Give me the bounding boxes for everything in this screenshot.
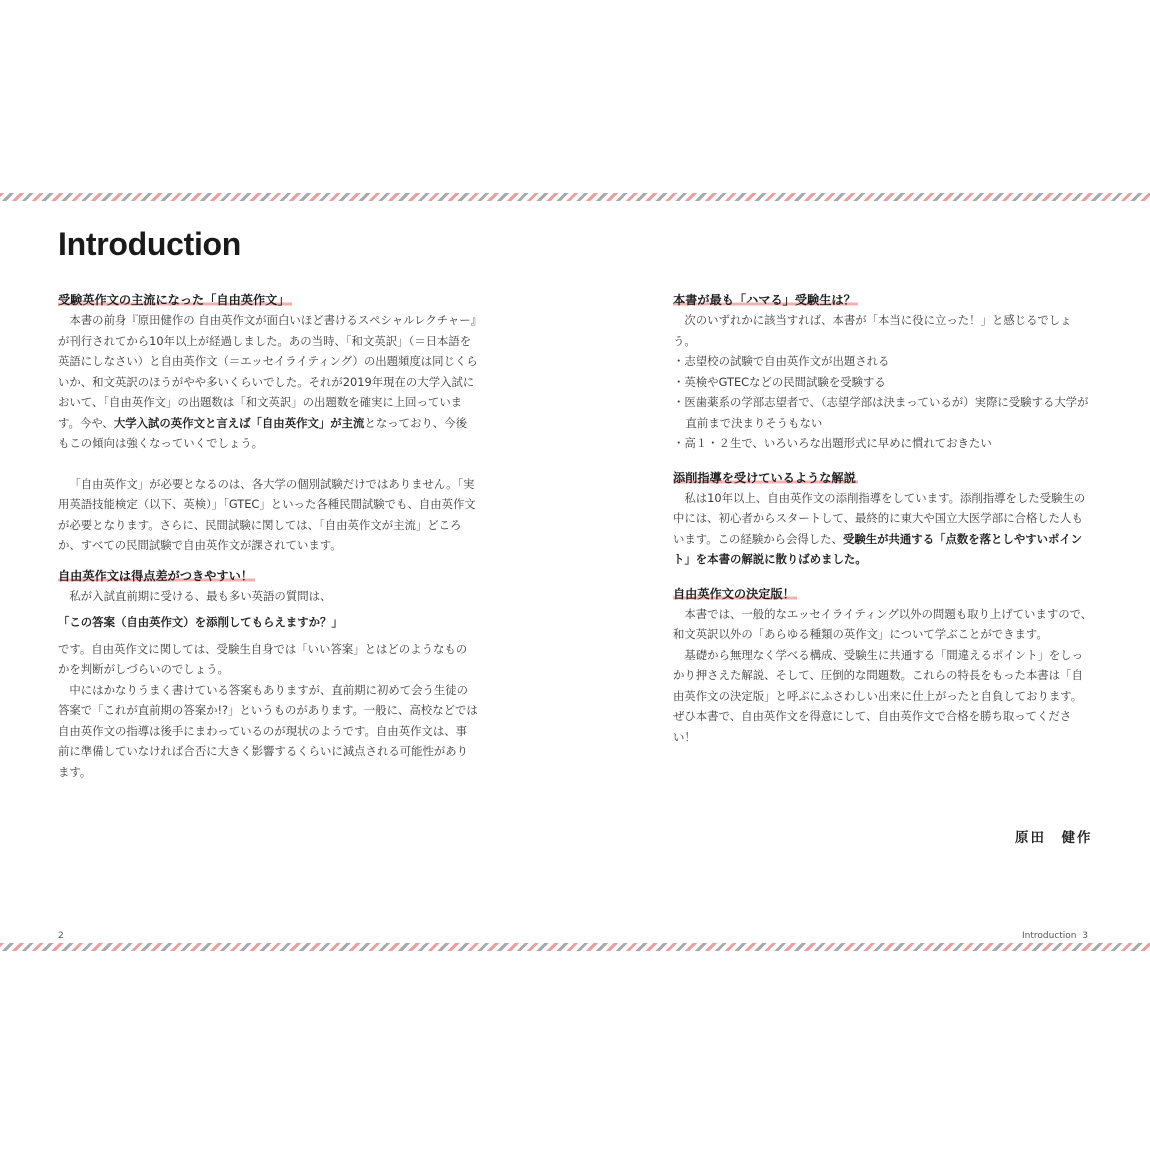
author-signature: 原田 健作 xyxy=(1015,830,1093,846)
section-heading xyxy=(673,468,1093,488)
page-number-right: 3 xyxy=(1082,931,1088,941)
page-title: Introduction xyxy=(58,226,242,262)
section-heading-text: 自由英作文は得点差がつきやすい！ xyxy=(58,568,253,583)
paragraph-text: 私は10年以上、自由英作文の添削指導をしています。添削指導をした受験生の中には、初心者からスタートして、最終的に東大や国立大医学部に合格した人もいます。この経験から会得した、 xyxy=(673,490,1086,546)
paragraph: 次のいずれかに該当すれば、本書が「本当に役に立った！」と感じるでしょう。 xyxy=(673,313,1072,348)
left-column xyxy=(58,290,478,782)
paragraph: 基礎から無理なく学べる構成、受験生に共通する「間違えるポイント」をしっかり押さえた解説、そして、圧倒的な問題数。これらの特長をもった本書は「自由英作文の決定版」と呼ぶにふさわしい出来に仕上がったと自負しております。ぜひ本書で、自由英作文を得意にして、自由英作文で合格を勝ち取ってください！ xyxy=(673,647,1084,744)
list-item: ・高１・２生で、いろいろな出題形式に早めに慣れておきたい xyxy=(673,436,992,450)
quoted-question: 「この答案（自由英作文）を添削してもらえますか？」 xyxy=(58,615,343,629)
section-heading xyxy=(58,566,478,586)
section-heading xyxy=(673,584,1093,604)
section-heading-text: 受験英作文の主流になった「自由英作文」 xyxy=(58,293,290,307)
right-column xyxy=(673,290,1093,747)
page-number-left: 2 xyxy=(58,931,64,941)
paragraph: です。自由英作文に関しては、受験生自身では「いい答案」とはどのようなものかを判断がしづらいのでしょう。 xyxy=(58,641,468,676)
section-heading-text: 添削指導を受けているような解説 xyxy=(673,470,856,485)
paragraph: 私が入試直前期に受ける、最も多い英語の質問は、 xyxy=(69,588,332,603)
section-heading-text: 本書が最も「ハマる」受験生は？ xyxy=(673,293,856,307)
paragraph xyxy=(673,488,1093,570)
paragraph: 本書では、一般的なエッセイライティング以外の問題も取り上げていますので、和文英訳以外の「あらゆる種類の英作文」について学ぶことができます。 xyxy=(673,606,1093,641)
running-footer-right xyxy=(1022,931,1088,941)
paragraph-bold-text: 受験生が共通する「点数を落としやすいポイント」を本書の解説に散りばめました。 xyxy=(673,531,1083,566)
paragraph-text: となっており、今後もこの傾向は強くなっていくでしょう。 xyxy=(58,415,467,450)
decorative-stripe-bottom xyxy=(0,943,1150,951)
paragraph: 「自由英作文」が必要となるのは、各大学の個別試験だけではありません。「実用英語技能検定（以下、英検）」「GTEC」といった各種民間試験でも、自由英作文が必要となります。さらに、民間試験に関しては、「自由英作文が主流」どころか、すべての民間試験で自由英作文が課されています。 xyxy=(58,476,476,552)
list-item: ・医歯薬系の学部志望者で、（志望学部は決まっているが）実際に受験する大学が直前まで決まりそうもない xyxy=(673,395,1089,430)
section-heading-text: 自由英作文の決定版！ xyxy=(673,586,795,601)
list-item: ・志望校の試験で自由英作文が出題される xyxy=(673,354,890,368)
decorative-stripe-top xyxy=(0,193,1150,201)
section-heading xyxy=(673,290,1093,310)
running-footer-label: Introduction xyxy=(1022,931,1077,941)
section-heading xyxy=(58,290,478,310)
bullet-list xyxy=(673,351,1093,454)
paragraph xyxy=(58,310,478,454)
list-item: ・英検やGTECなどの民間試験を受験する xyxy=(673,374,886,389)
paragraph-text: 本書の前身『原田健作の 自由英作文が面白いほど書けるスペシャルレクチャー』が刊行されてから10年以上が経過しました。あの当時、「和文英訳」（＝日本語を英語にしなさい）と自由英作文（＝エッセイライティング）の出題頻度は同じくらいか、和文英訳のほうがやや多いくらいでした。それが2019年現在の大学入試において、「自由英作文」の出題数は「和文英訳」の出題数を確実に上回っています。今や、 xyxy=(58,313,478,430)
paragraph: 中にはかなりうまく書けている答案もありますが、直前期に初めて会う生徒の答案で「これが直前期の答案か!?」というものがあります。一般に、高校などでは自由英作文の指導は後手にまわっているのが現状のようです。自由英作文は、事前に準備していなければ合否に大きく影響するくらいに減点される可能性があります。 xyxy=(58,682,478,779)
paragraph-bold-text: 大学入試の英作文と言えば「自由英作文」が主流 xyxy=(113,415,365,430)
